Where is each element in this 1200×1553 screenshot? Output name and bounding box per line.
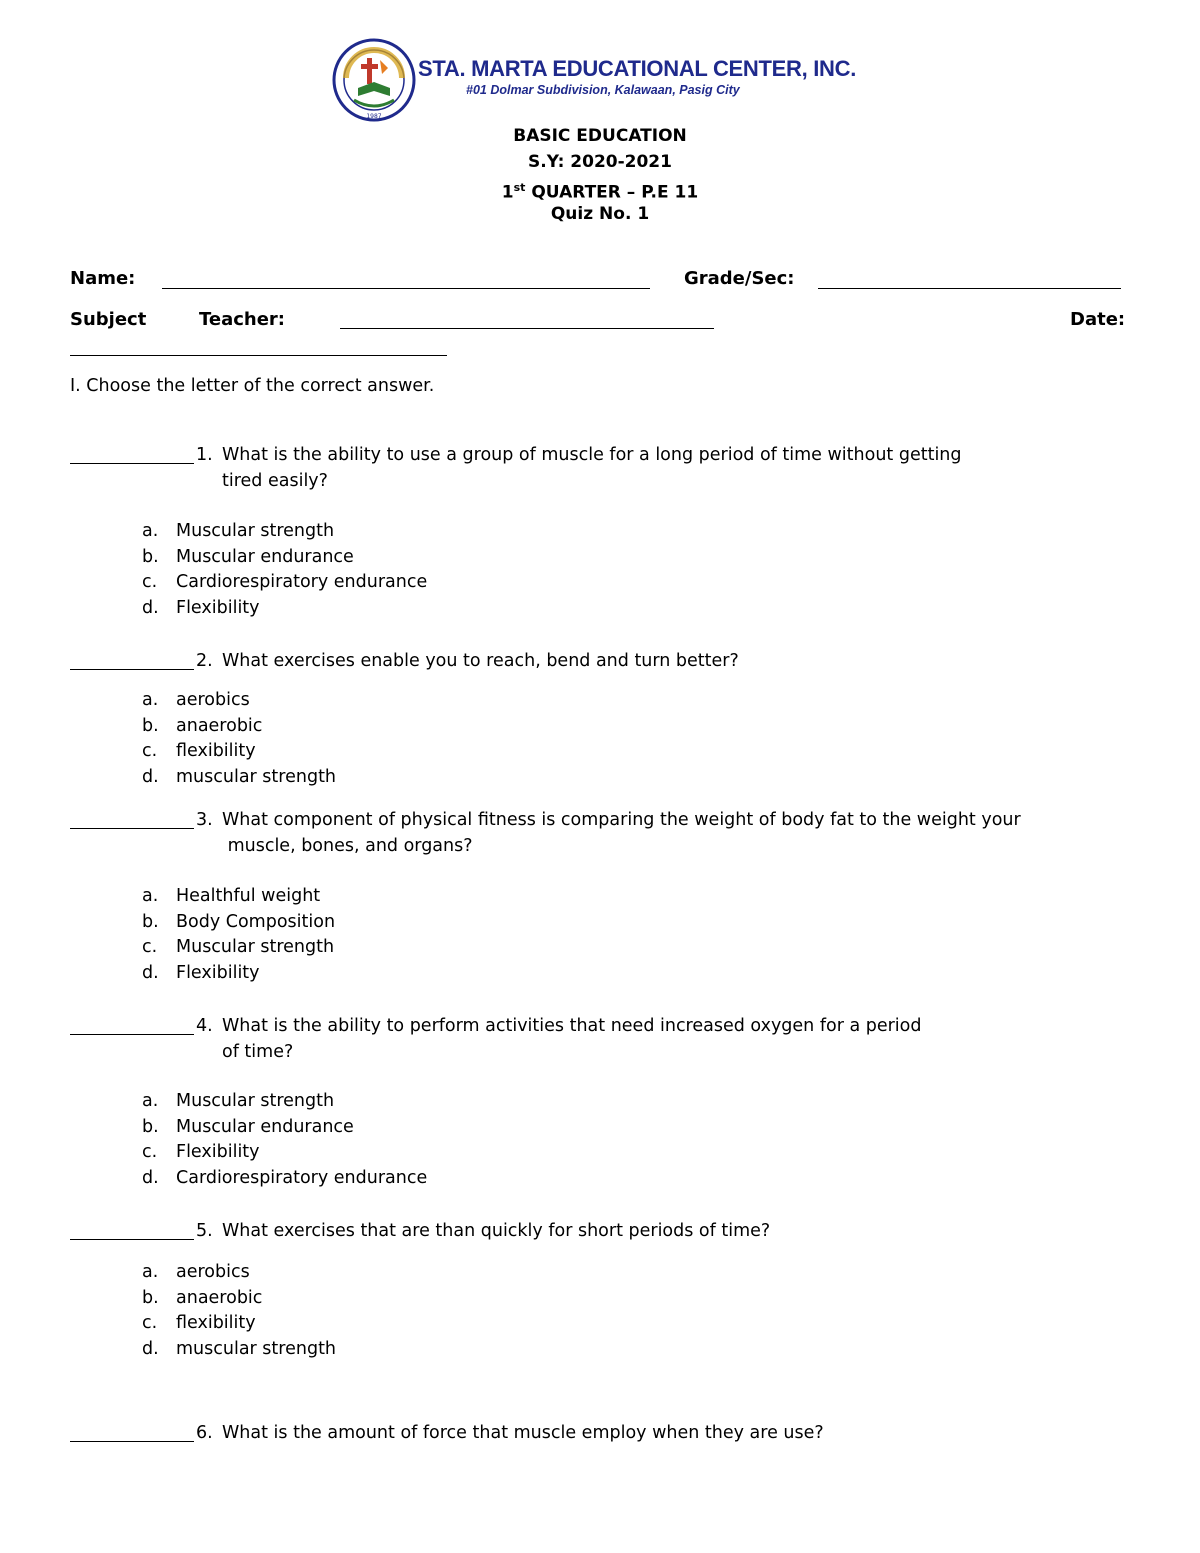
option-item xyxy=(142,714,336,740)
option-letter: a. xyxy=(142,1091,159,1111)
option-text: Muscular strength xyxy=(176,1091,335,1111)
option-letter: b. xyxy=(142,911,159,932)
option-item xyxy=(142,1311,336,1337)
question-line: of time? xyxy=(222,1042,294,1062)
option-text: Muscular strength xyxy=(176,937,335,957)
option-item xyxy=(142,739,336,765)
svg-text:1987: 1987 xyxy=(366,113,382,120)
option-letter: b. xyxy=(142,546,159,567)
option-item xyxy=(142,765,336,791)
answer-blank[interactable] xyxy=(70,1034,194,1035)
option-letter: c. xyxy=(142,1313,158,1333)
option-item xyxy=(142,910,335,936)
school-address: #01 Dolmar Subdivision, Kalawaan, Pasig City xyxy=(466,83,740,97)
question-number: 5. xyxy=(196,1221,213,1241)
option-letter: d. xyxy=(142,962,159,983)
date-field-line[interactable] xyxy=(70,355,447,356)
date-label: Date: xyxy=(1070,309,1126,330)
question-text xyxy=(222,1420,1182,1446)
option-item xyxy=(142,961,335,987)
header-school-year: S.Y: 2020-2021 xyxy=(528,152,672,172)
question-text xyxy=(222,442,1182,494)
option-text: Flexibility xyxy=(176,1142,260,1162)
option-text: Flexibility xyxy=(176,597,260,618)
option-letter: a. xyxy=(142,886,159,906)
option-text: flexibility xyxy=(176,741,256,761)
question-number: 1. xyxy=(196,445,213,465)
option-item xyxy=(142,1337,336,1363)
question-number: 6. xyxy=(196,1423,213,1443)
question-line: What component of physical fitness is comparing the weight of body fat to the weight your xyxy=(222,810,1021,830)
option-letter: a. xyxy=(142,521,159,541)
option-letter: c. xyxy=(142,937,158,957)
option-letter: c. xyxy=(142,572,158,592)
option-letter: c. xyxy=(142,741,158,761)
header-basic-education: BASIC EDUCATION xyxy=(513,126,687,146)
question-text xyxy=(222,648,1182,674)
option-text: aerobics xyxy=(176,690,250,710)
option-item xyxy=(142,570,427,596)
option-letter: d. xyxy=(142,1167,159,1188)
grade-sec-label: Grade/Sec: xyxy=(684,268,795,289)
option-item xyxy=(142,1166,427,1192)
question-line: muscle, bones, and organs? xyxy=(222,836,473,856)
option-text: anaerobic xyxy=(176,715,263,736)
option-item xyxy=(142,1286,336,1312)
option-letter: d. xyxy=(142,597,159,618)
answer-blank[interactable] xyxy=(70,1441,194,1442)
options-list xyxy=(142,688,336,790)
question-line: tired easily? xyxy=(222,471,328,491)
option-text: Muscular strength xyxy=(176,521,335,541)
subject-teacher-field-line[interactable] xyxy=(340,328,714,329)
option-text: Muscular endurance xyxy=(176,1116,354,1137)
option-text: Cardiorespiratory endurance xyxy=(176,572,428,592)
teacher-label: Teacher: xyxy=(199,309,286,330)
question-text xyxy=(222,807,1182,859)
answer-blank[interactable] xyxy=(70,669,194,670)
question-line: What exercises enable you to reach, bend and turn better? xyxy=(222,651,739,671)
option-item xyxy=(142,1140,427,1166)
grade-sec-field-line[interactable] xyxy=(818,288,1121,289)
question-number: 4. xyxy=(196,1016,213,1036)
option-item xyxy=(142,688,336,714)
question-text xyxy=(222,1218,1182,1244)
answer-blank[interactable] xyxy=(70,828,194,829)
question-number: 3. xyxy=(196,810,213,830)
answer-blank[interactable] xyxy=(70,463,194,464)
option-text: Cardiorespiratory endurance xyxy=(176,1167,428,1188)
option-text: Healthful weight xyxy=(176,886,321,906)
option-item xyxy=(142,1089,427,1115)
question-line: What is the ability to perform activities that need increased oxygen for a period xyxy=(222,1016,922,1036)
options-list xyxy=(142,1260,336,1362)
subject-label: Subject xyxy=(70,309,147,330)
instruction: I. Choose the letter of the correct answer. xyxy=(70,376,435,396)
school-name: STA. MARTA EDUCATIONAL CENTER, INC. xyxy=(418,56,857,81)
option-text: Muscular endurance xyxy=(176,546,354,567)
option-item xyxy=(142,545,427,571)
question-number: 2. xyxy=(196,651,213,671)
options-list xyxy=(142,884,335,986)
name-field-line[interactable] xyxy=(162,288,650,289)
quarter-superscript: st xyxy=(513,181,526,194)
option-letter: a. xyxy=(142,1262,159,1282)
option-item xyxy=(142,935,335,961)
option-item xyxy=(142,884,335,910)
option-letter: c. xyxy=(142,1142,158,1162)
school-seal-logo xyxy=(332,38,416,122)
option-letter: d. xyxy=(142,766,159,787)
option-text: anaerobic xyxy=(176,1287,263,1308)
option-text: flexibility xyxy=(176,1313,256,1333)
options-list xyxy=(142,519,427,621)
option-letter: d. xyxy=(142,1338,159,1359)
question-line: What exercises that are than quickly for short periods of time? xyxy=(222,1221,771,1241)
question-text xyxy=(222,1013,1182,1065)
option-text: muscular strength xyxy=(176,1338,337,1359)
header-quiz-number: Quiz No. 1 xyxy=(550,204,650,224)
quarter-subject: QUARTER – P.E 11 xyxy=(525,182,699,203)
option-text: aerobics xyxy=(176,1262,250,1282)
option-letter: b. xyxy=(142,1287,159,1308)
quarter-number: 1 xyxy=(501,182,514,203)
option-letter: b. xyxy=(142,1116,159,1137)
option-item xyxy=(142,1115,427,1141)
question-line: What is the ability to use a group of muscle for a long period of time without getting xyxy=(222,445,962,465)
option-letter: b. xyxy=(142,715,159,736)
option-letter: a. xyxy=(142,690,159,710)
options-list xyxy=(142,1089,427,1191)
name-label: Name: xyxy=(70,268,136,289)
question-line: What is the amount of force that muscle employ when they are use? xyxy=(222,1423,824,1443)
answer-blank[interactable] xyxy=(70,1239,194,1240)
option-item xyxy=(142,1260,336,1286)
option-item xyxy=(142,596,427,622)
option-text: Body Composition xyxy=(176,911,336,932)
option-text: muscular strength xyxy=(176,766,337,787)
option-item xyxy=(142,519,427,545)
option-text: Flexibility xyxy=(176,962,260,983)
